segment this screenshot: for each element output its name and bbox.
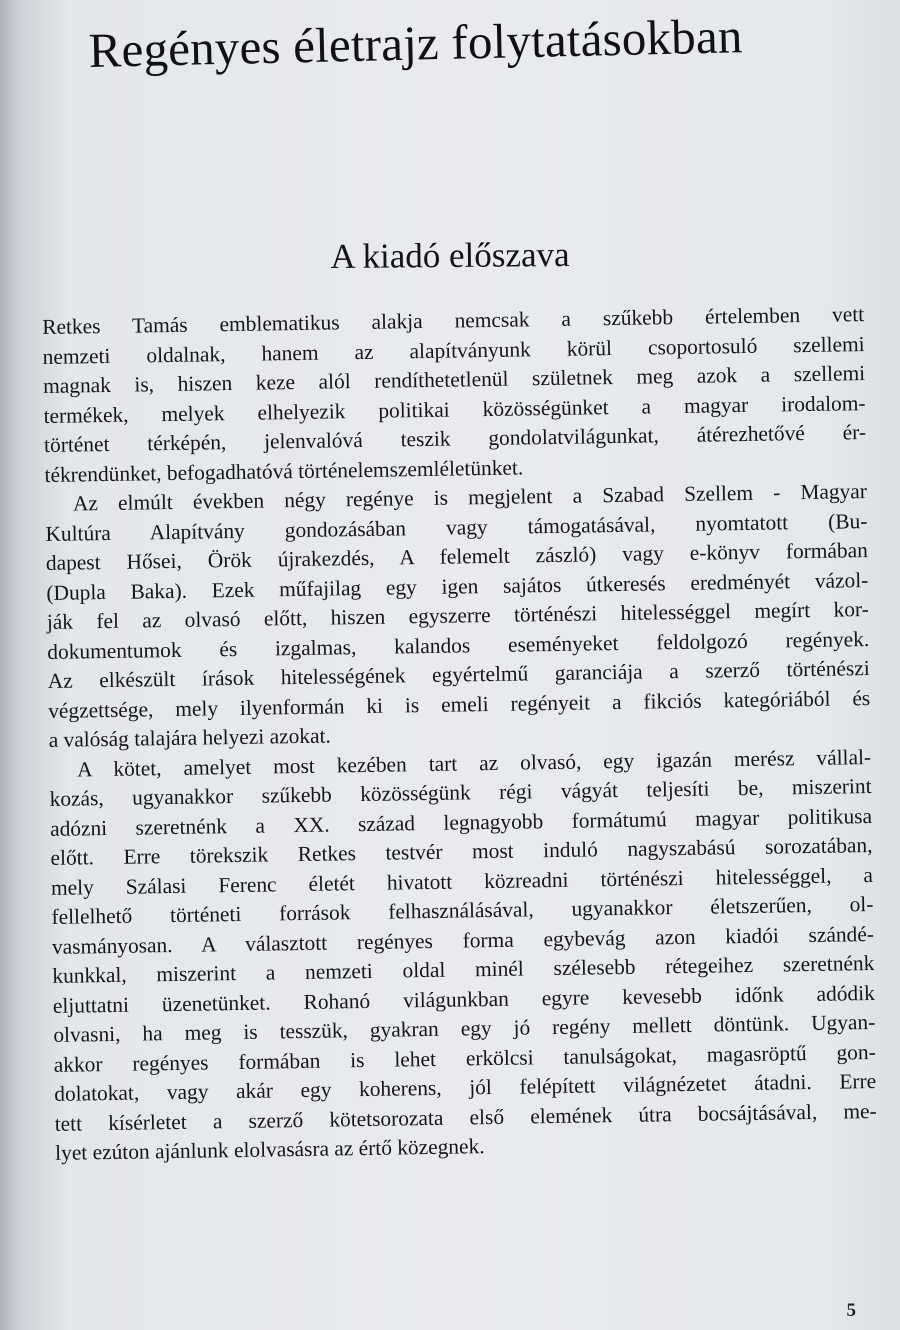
text-line: termékek, melyek elhelyezik politikai közösségünket a magyar irodalom- [43, 390, 866, 428]
paragraph-2 [45, 477, 871, 755]
text-line: Az elmúlt években négy regénye is megjelent a Szabad Szellem - Magyar [72, 479, 868, 516]
paragraph-1 [42, 300, 867, 490]
text-line: végzettsége, mely ilyenformán ki is emeli regényeit a fikciós kategóriából és [48, 685, 871, 723]
text-line: Kultúra Alapítvány gondozásában vagy támogatásával, nyomtatott (Bu- [45, 508, 868, 546]
chapter-title: A kiadó előszava [330, 234, 570, 277]
text-line: magnak is, hiszen keze alól rendíthetetlenül születnek meg azok a szellemi [42, 361, 866, 398]
text-line: tékrendünket, befogadhatóvá történelemszemléletünket. [44, 454, 524, 487]
text-line: dapest Hősei, Örök újrakezdés, A felemelt zászló) vagy e-könyv formában [45, 538, 869, 575]
text-line: olvasni, ha meg is tesszük, gyakran egy jó regény mellett döntünk. Ugyan- [53, 1010, 876, 1047]
text-line: akkor regényes formában is lehet erkölcsi tanulságokat, magasröptű gon- [53, 1039, 876, 1077]
text-line: a valóság talajára helyezi azokat. [48, 723, 331, 752]
paragraph-3 [49, 743, 877, 1169]
text-line: mely Szálasi Ferenc életét hivatott közreadni történészi hitelességgel, a [50, 862, 874, 900]
text-line: Retkes Tamás emblematikus alakja nemcsak a szűkebb értelemben vett [42, 302, 865, 339]
preface-body [42, 300, 877, 1168]
text-line: vasmányosan. A választott regényes forma egybevág azon kiadói szándé- [51, 921, 875, 959]
text-line: A kötet, amelyet most kezében tart az olvasó, egy igazán merész vállal- [76, 744, 872, 782]
text-line: lyet ezúton ajánlunk elolvasásra az értő közegnek. [55, 1134, 485, 1165]
page-number: 5 [846, 1300, 856, 1321]
text-line: előtt. Erre törekszik Retkes testvér most induló nagyszabású sorozatában, [50, 833, 873, 870]
text-line: eljuttatni üzenetünket. Rohanó világunkban egyre kevesebb időnk adódik [52, 980, 875, 1018]
text-line: történet térképén, jelenvalóvá teszik gondolatvilágunkat, átérezhetővé ér- [43, 420, 867, 457]
text-line: kunkkal, miszerint a nemzeti oldal minél szélesebb rétegeihez szeretnénk [52, 951, 875, 988]
text-line: adózni szeretnénk a XX. század legnagyobb formátumú magyar politikusa [49, 803, 873, 841]
text-line: nemzeti oldalnak, hanem az alapítványunk körül csoportosuló szellemi [42, 331, 865, 369]
book-title: Regényes életrajz folytatásokban [88, 8, 744, 78]
text-line: tett kísérletet a szerző kötetsorozata első elemének útra bocsájtásával, me- [54, 1098, 877, 1136]
text-line: ják fel az olvasó előtt, hiszen egyszerre történészi hitelességgel megírt kor- [46, 597, 869, 634]
text-line: (Dupla Baka). Ezek műfajilag egy igen sajátos útkeresés eredményét vázol- [46, 567, 869, 605]
text-line: Az elkészült írások hitelességének egyértelmű garanciája a szerző történészi [47, 656, 870, 693]
text-line: dokumentumok és izgalmas, kalandos eseményeket feldolgozó regények. [47, 626, 870, 664]
text-line: dolatokat, vagy akár egy koherens, jól felépített világnézetet átadni. Erre [54, 1068, 877, 1106]
text-line: kozás, ugyanakkor szűkebb közösségünk régi vágyát teljesíti be, miszerint [49, 774, 872, 811]
text-line: fellelhető történeti források felhasználásával, ugyanakkor életszerűen, ol- [51, 892, 874, 929]
